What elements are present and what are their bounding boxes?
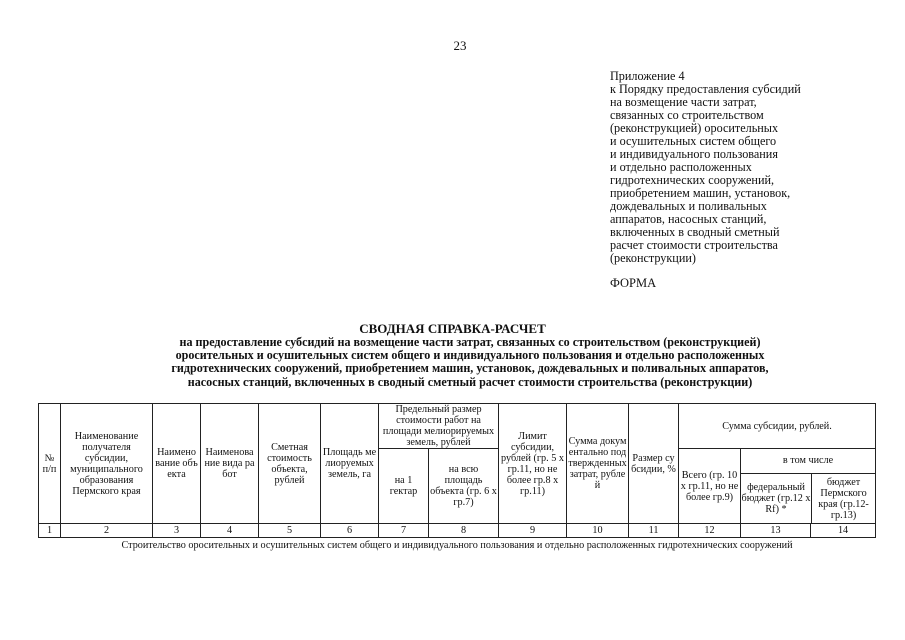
summary-table [38,403,876,553]
appendix-line: и индивидуального пользования [610,147,778,161]
subtitle-line: гидротехнических сооружений, приобретением машин, установок, дождевальных и поливальных аппаратов, [171,361,769,376]
header-including-split [741,474,875,523]
appendix-line: аппаратов, насосных станций, [610,212,767,226]
header-including-label: в том числе [741,449,875,474]
subtitle-line: на предоставление субсидий на возмещение части затрат, связанных со строительством (реконструкцией) [179,335,761,349]
appendix-line: приобретением машин, установок, [610,186,791,200]
appendix-line: и осушительных систем общего [610,134,777,148]
subtitle-line: насосных станций, включенных в сводный сметный расчет стоимости строительства (реконструкции) [187,374,753,389]
appendix-block [610,70,890,265]
form-label: ФОРМА [610,276,657,290]
column-number: 2 [61,524,153,538]
column-number: 12 [679,524,741,538]
header-work-type: Наименова ние вида работ [201,404,259,524]
header-row-number: № п/п [39,404,61,524]
header-subsidy-rate: Размер субсидии, % [629,404,679,524]
header-max-cost-group: Предельный размер стоимости работ на площади мелиорируемых земель, рублей [379,404,499,449]
appendix-line: к Порядку предоставления субсидий [610,82,801,96]
appendix-line: гидротехнических сооружений, [610,173,775,187]
header-land-area: Площадь мелиоруемых земель, га [321,404,379,524]
appendix-line: (реконструкции) [610,251,696,265]
header-documented-costs: Сумма документально подтвержденных затрат, рублей [567,404,629,524]
header-including-group [741,449,876,524]
column-number: 8 [429,524,499,538]
document-subtitle [50,336,890,389]
header-federal-budget: федеральный бюджет (гр.12 x Rf) * [741,474,812,523]
appendix-line: связанных со строительством [610,108,764,122]
appendix-line: расчет стоимости строительства [610,238,778,252]
column-number: 13 [741,524,811,538]
header-per-hectare: на 1 гектар [379,449,429,524]
column-number: 4 [201,524,259,538]
header-subsidy-amount-group: Сумма субсидии, рублей. [679,404,876,449]
header-object-name: Наимено вание объекта [153,404,201,524]
column-number: 14 [811,524,876,538]
page-number: 23 [453,38,467,53]
section-row: Строительство оросительных и осушительных систем общего и индивидуального пользования и отдельно расположенных гидротехнических сооружений [39,538,876,553]
column-number: 1 [39,524,61,538]
appendix-line: и отдельно расположенных [610,160,752,174]
header-recipient-name: Наименование получателя субсидии, муниципального образования Пермского края [61,404,153,524]
column-number: 9 [499,524,567,538]
appendix-line: включенных в сводный сметный [610,225,780,239]
header-regional-budget: бюджет Пермского края (гр.12-гр.13) [818,476,869,521]
appendix-line: (реконструкцией) оросительных [610,121,779,135]
header-estimated-cost: Сметная стоимость объекта, рублей [259,404,321,524]
column-number: 3 [153,524,201,538]
appendix-line: дождевальных и поливальных [610,199,767,213]
subtitle-line: оросительных и осушительных систем общего и индивидуального пользования и отдельно расположенных [175,348,765,363]
header-total-subsidy: Всего (гр. 10 х гр.11, но не более гр.9) [679,449,741,524]
document-title: СВОДНАЯ СПРАВКА-РАСЧЕТ [359,321,546,336]
column-number: 5 [259,524,321,538]
appendix-line: на возмещение части затрат, [610,95,757,109]
column-number: 7 [379,524,429,538]
header-total-area: на всю площадь объекта (гр. 6 х гр.7) [429,449,499,524]
column-number: 10 [567,524,629,538]
column-number: 6 [321,524,379,538]
column-number: 11 [629,524,679,538]
header-subsidy-limit: Лимит субсидии, рублей (гр. 5 х гр.11, но не более гр.8 х гр.11) [499,404,567,524]
appendix-line: Приложение 4 [610,69,685,83]
